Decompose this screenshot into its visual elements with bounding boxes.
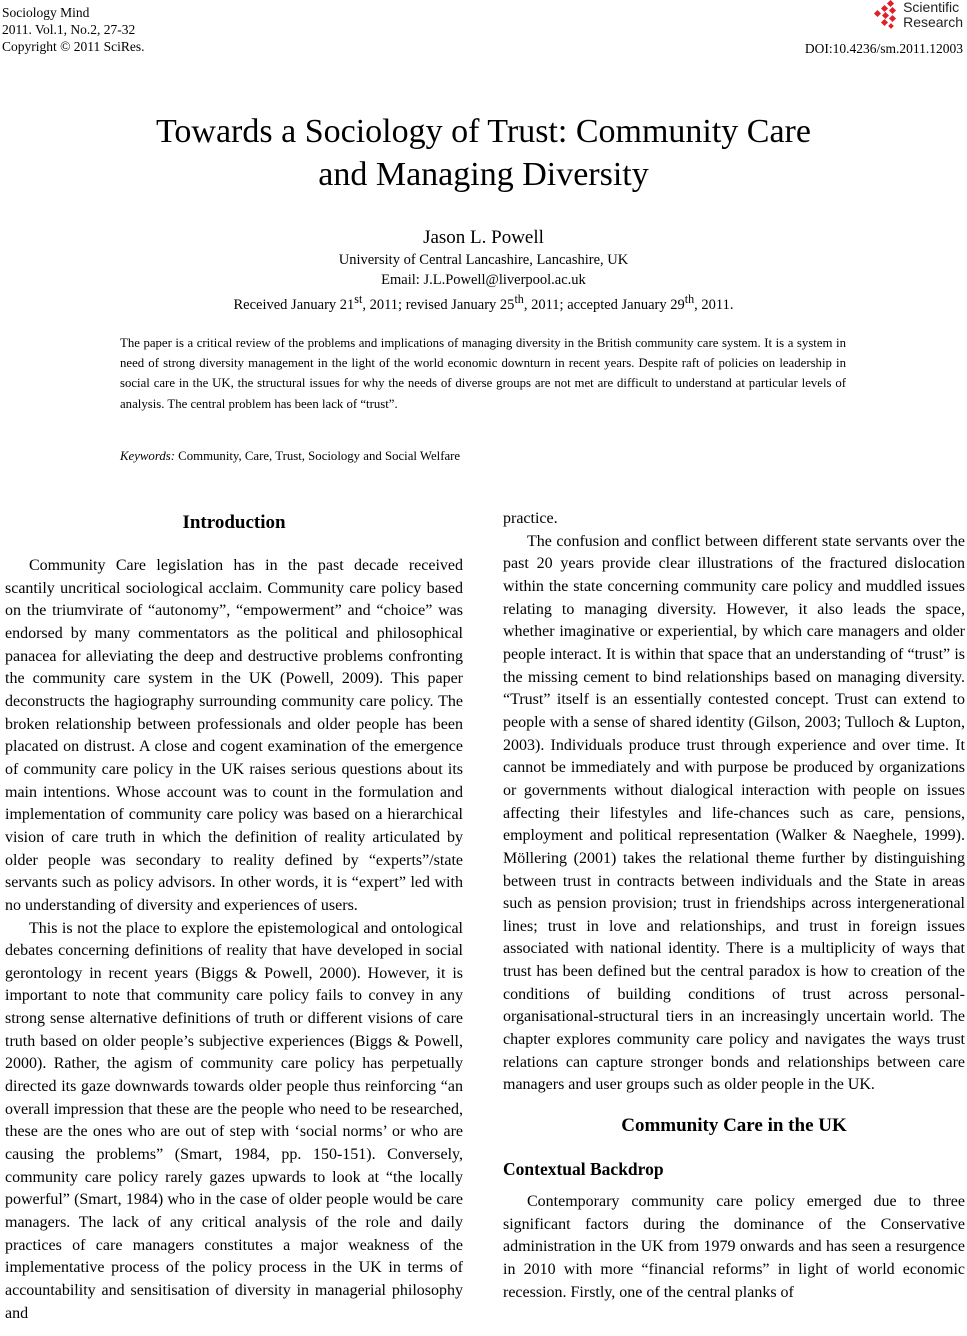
section-heading-community-care: Community Care in the UK (621, 1115, 847, 1137)
paragraph: The confusion and conflict between different state servants over the past 20 years provide clear illustrations of the fractured dislocation within the state concerning community care policy and muddled issues relating to managing diversity. However, it also leads the space, whether imaginative or experiential, by which care managers and older people interact. It is within that space that an understanding of “trust” is the missing cement to bind relationships based on managing diversity. “Trust” itself is an essentially contested concept. Trust can extend to people with a sense of shared identity (Gilson, 2003; Tulloch & Lupton, 2003). Individuals produce trust through experience and over time. It cannot be immediately and with purpose be produced by organizations or governments without dialogical interaction with people on issues affecting their lifestyles and life-chances such as care, pensions, employment and political representation (Walker & Naeghele, 1999). Möllering (2001) takes the relational theme further by distinguishing between trust in contracts between individuals and the State in areas such as pension provision; trust in friendships across intergenerational lines; trust in love and relationships, and trust in foreign issues associated with national identity. There is a multiplicity of ways that trust has been defined but the central paradox is how to creation of the conditions of building conditions of trust across personal-organisational-structural tiers in an increasingly uncertain world. The chapter explores community care policy and navigates the ways trust relations can capture stronger bonds and relationships between care managers and user groups such as older people in the UK. (503, 532, 965, 1094)
paragraph: Community Care legislation has in the past decade received scantily uncritical sociological acclaim. Community care policy based on the triumvirate of “autonomy”, “empowerment” and “choice” was endorsed by many commentators as the political and philosophical panacea for alleviating the deep and destructive problems confronting the community care system in the UK (Powell, 2009). This paper deconstructs the hagiography surrounding community care policy. The broken relationship between professionals and older people has been placated on distrust. A close and cogent examination of the emergence of community care policy in the UK raises serious questions about its main intentions. Whose account was to count in the formulation and implementation of community care policy was based on a hierarchical vision of care truth in which the definition of reality articulated by older people was secondary to reality defined by “experts”/state servants such as policy advisors. In other words, it is “expert” led with no understanding of diversity and experiences of users. (5, 557, 463, 914)
logo-text-1: Scientific (903, 0, 960, 15)
logo-text-2: Research (903, 14, 963, 30)
accepted: , 2011; accepted January 29 (523, 296, 685, 313)
journal-name: Sociology Mind (2, 5, 90, 20)
paper-title (0, 110, 967, 196)
subsection-heading: Contextual Backdrop (503, 1159, 664, 1180)
email[interactable]: Email: J.L.Powell@liverpool.ac.uk (381, 272, 586, 288)
keywords-list: Community, Care, Trust, Sociology and Social Welfare (174, 449, 461, 463)
paragraph: Contemporary community care policy emerged due to three significant factors during the dominance of the Conservative administration in the UK from 1979 onwards and has seen a resurgence in 2010 with more “financial reforms” in light of world economic recession. Firstly, one of the central planks of (503, 1193, 965, 1301)
affiliation: University of Central Lancashire, Lancashire, UK (338, 252, 629, 268)
title-line-2: and Managing Diversity (318, 156, 649, 193)
author: Jason L. Powell (423, 227, 544, 248)
doi: DOI:10.4236/sm.2011.12003 (804, 41, 963, 56)
journal-volume: 2011. Vol.1, No.2, 27-32 (2, 22, 136, 37)
keywords (120, 449, 460, 464)
sup: th (514, 292, 524, 306)
copyright: Copyright © 2011 SciRes. (2, 39, 145, 54)
title-line-1: Towards a Sociology of Trust: Community Care (156, 113, 811, 150)
sup: th (684, 292, 695, 306)
section-heading-introduction: Introduction (182, 512, 286, 533)
paragraph-continuation: practice. (503, 510, 558, 527)
paragraph: This is not the place to explore the epistemological and ontological debates concerning definitions of reality that have developed in social gerontology in recent years (Biggs & Powell, 2000). However, it is important to note that community care policy fails to convey in any strong sense alternative definitions of truth or different visions of care truth based on older people’s subjective experiences (Biggs & Powell, 2000). Rather, the agism of community care policy has perpetually directed its gaze downwards towards older people thus reinforcing “an overall impression that these are the people who need to be researched, these are the ones who are out of step with ‘social norms’ or who are causing the problems” (Smart, 1984, pp. 150-151). Conversely, community care policy rarely gazes upwards to look at “the locally powerful” (Smart, 1984) who in the case of older people would be care managers. The lack of any critical analysis of the role and daily practices of care managers constitutes a major weakness of the implementative process of the policy process in the UK in terms of accountability and sensitisation of diversity in managerial philosophy and (5, 919, 463, 1322)
received: Received January 21 (233, 296, 355, 313)
right-column (503, 508, 965, 1304)
revised: , 2011; revised January 25 (362, 296, 515, 313)
diamond-logo-icon (870, 0, 900, 30)
left-column (5, 508, 463, 1325)
journal-info (2, 4, 145, 55)
received-dates (0, 292, 967, 314)
publisher-logo (870, 0, 963, 30)
sup: st (354, 292, 363, 306)
year: , 2011. (694, 296, 734, 313)
abstract: The paper is a critical review of the problems and implications of managing diversity in the British community care system. It is a system in need of strong diversity management in the light of the world economic downturn in recent years. Despite raft of policies on leadership in social care in the UK, the structural issues for why the needs of diverse groups are not met are difficult to understand at particular levels of analysis. The central problem has been lack of “trust”. (120, 336, 846, 411)
keywords-label: Keywords: (120, 449, 175, 463)
